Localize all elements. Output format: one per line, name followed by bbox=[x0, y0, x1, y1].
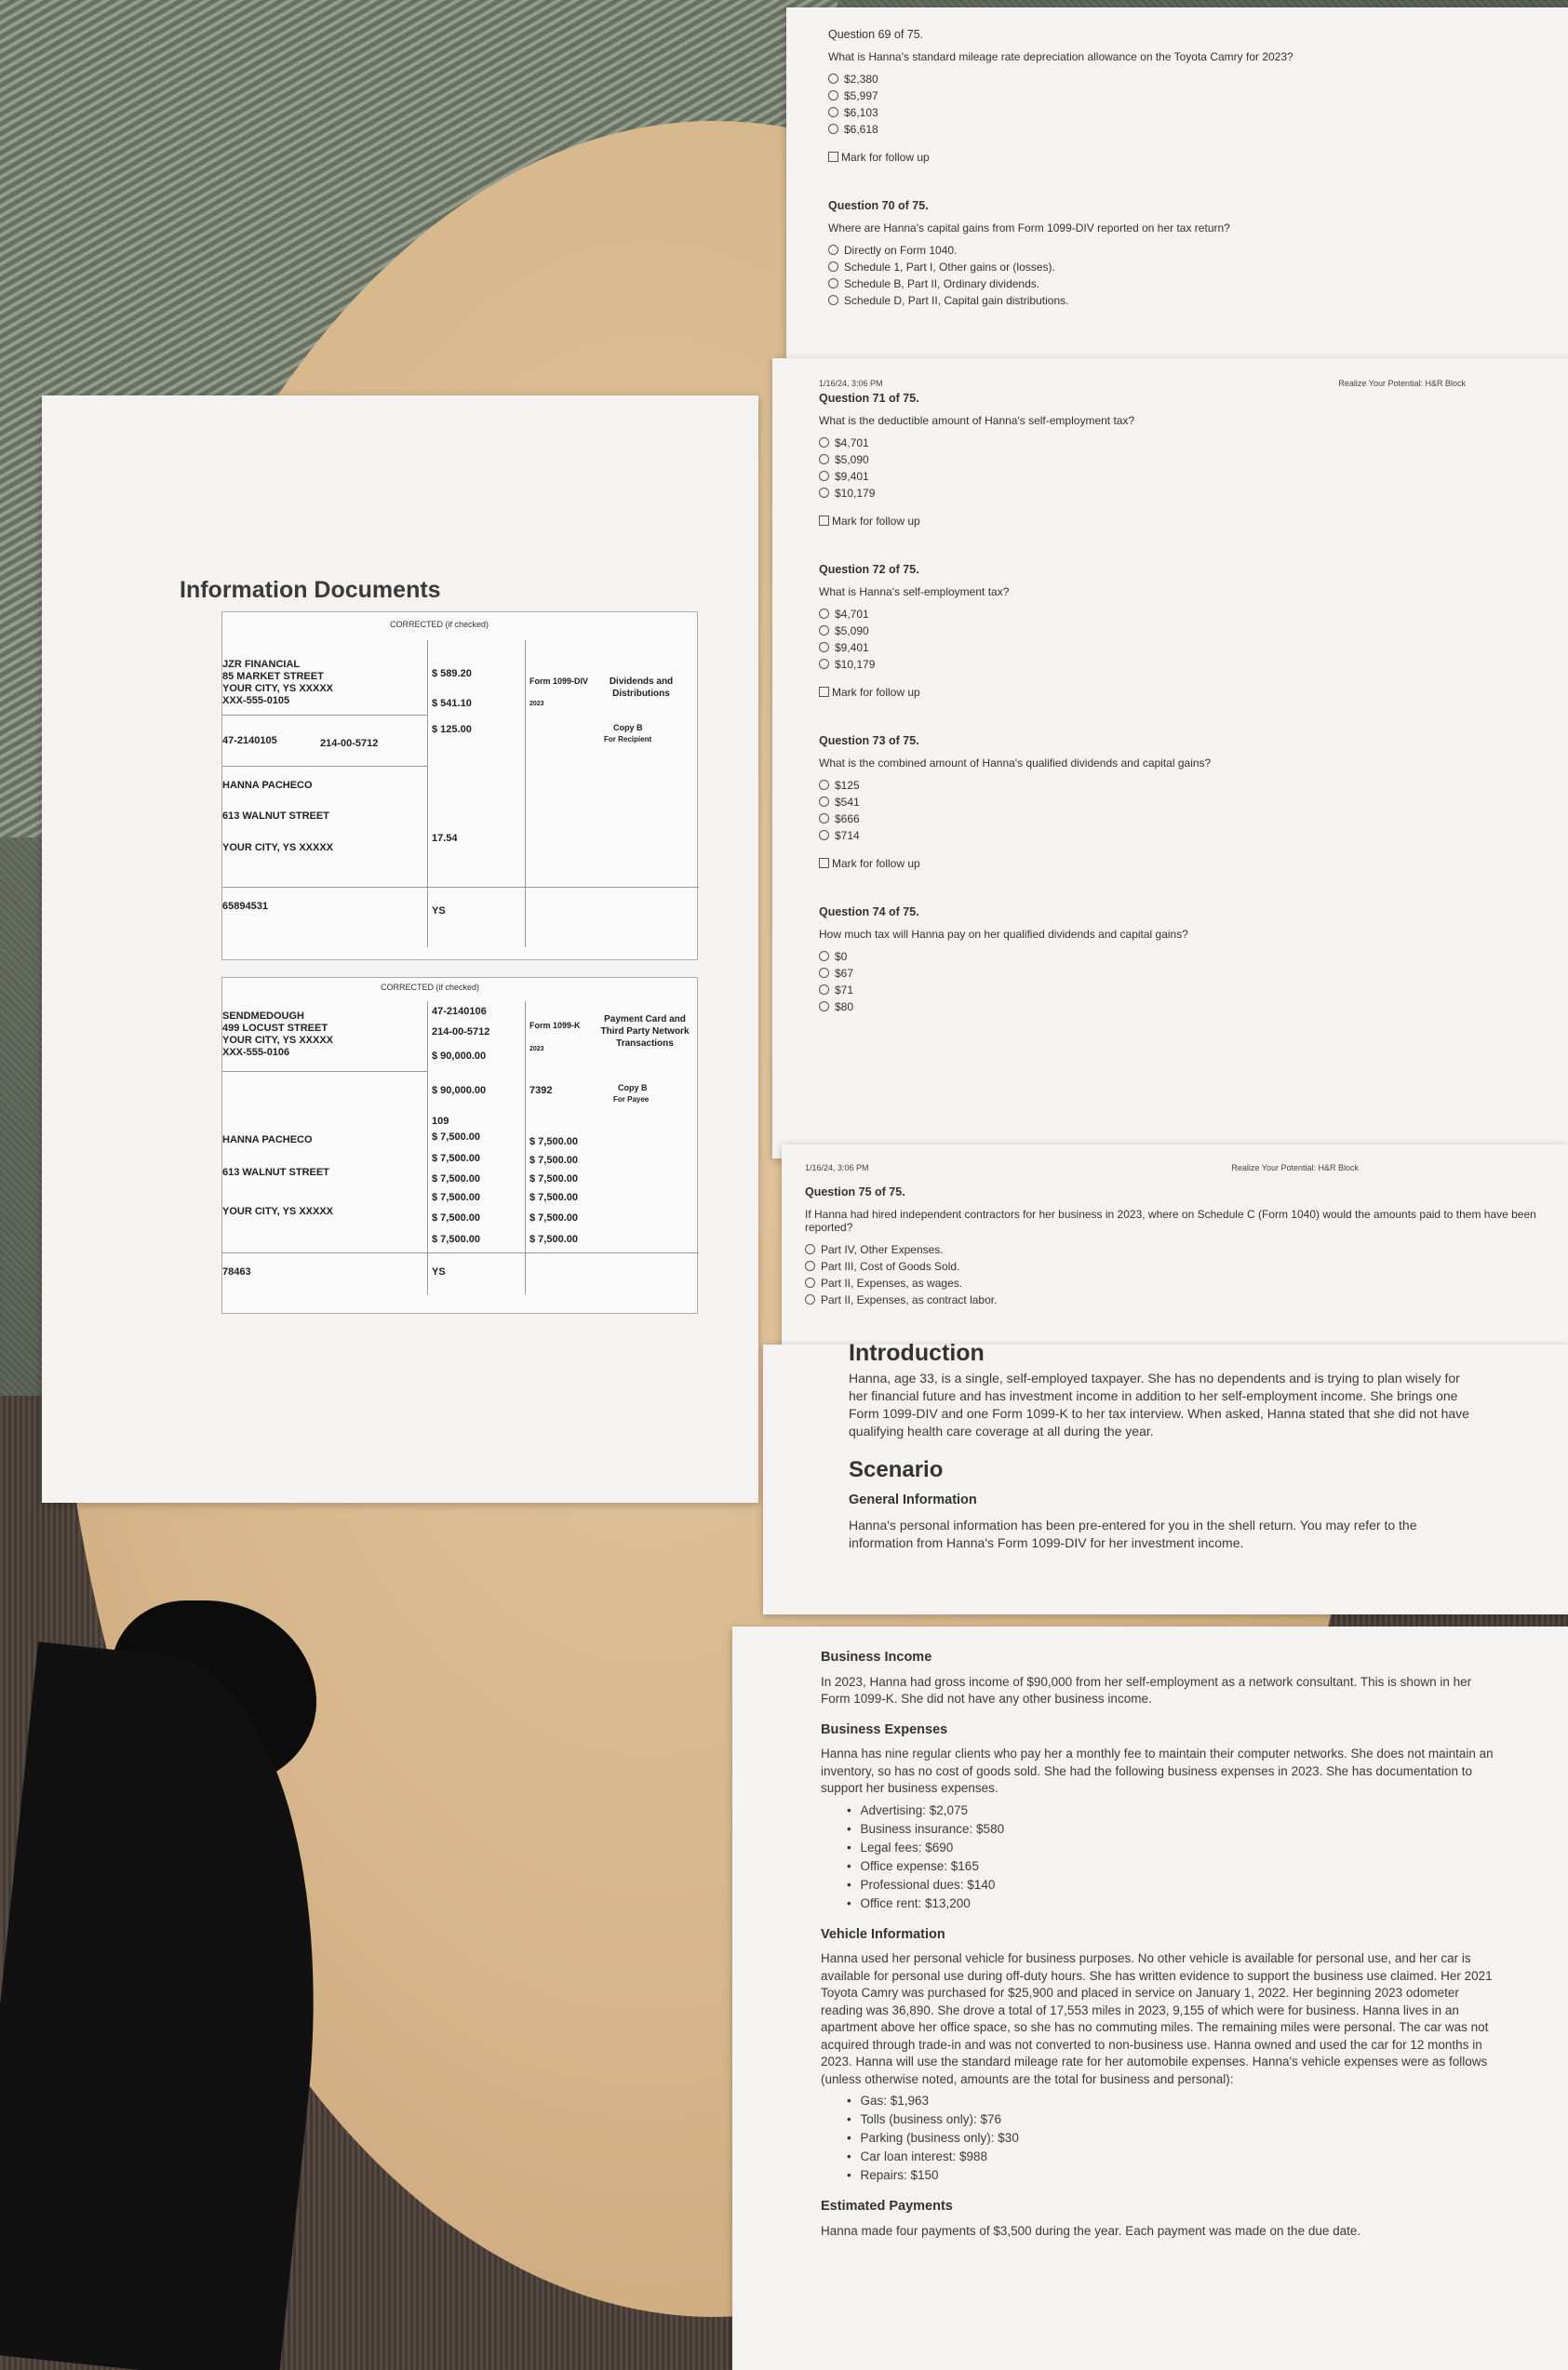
answer-option[interactable]: $80 bbox=[819, 998, 1521, 1015]
print-timestamp: 1/16/24, 3:06 PM bbox=[805, 1163, 869, 1172]
vehicle-text: Hanna used her personal vehicle for business purposes. No other vehicle is available for personal use, and her car is available for personal use during off-duty hours. She has written evidence to support the business use claimed. Her 2021 Toyota Camry was purchased for $25,900 and placed in service on January 1, 2022. Her beginning 2023 odometer reading was 36,890. She drove a total of 17,553 miles in 2023, 9,155 of which were for business. Hanna lives in an apartment above her office space, so she has no commuting miles. The remaining miles were personal. The car was not acquired through trade-in and was not converted to non-business use. Hanna owned and used the car for 12 months in 2023. Hanna will use the standard mileage rate for her automobile expenses. Hanna's vehicle expenses were as follows (unless otherwise noted, amounts are the total for business and personal): bbox=[821, 1951, 1493, 2086]
question-text: What is Hanna's standard mileage rate depreciation allowance on the Toyota Camry for 2023? bbox=[828, 50, 1293, 63]
answer-option[interactable]: $6,618 bbox=[828, 121, 1526, 138]
answer-option[interactable]: Part II, Expenses, as wages. bbox=[805, 1275, 1545, 1292]
tax-year: 2023 bbox=[529, 1046, 544, 1052]
form-title: Payment Card and Third Party Network Transactions bbox=[600, 1014, 690, 1049]
answer-option[interactable]: Part IV, Other Expenses. bbox=[805, 1241, 1545, 1258]
payer-tin: 47-2140105 bbox=[222, 735, 277, 746]
form-1099-div bbox=[221, 611, 698, 960]
question-text: How much tax will Hanna pay on her qualified dividends and capital gains? bbox=[819, 928, 1188, 941]
list-item: • Office expense: $165 bbox=[847, 1857, 1503, 1876]
question-page-middle bbox=[772, 358, 1568, 1158]
box-1b: $ 541.10 bbox=[432, 698, 472, 709]
answer-option[interactable]: $0 bbox=[819, 948, 1521, 965]
question-header: Question 70 of 75. bbox=[828, 199, 929, 212]
general-info-heading: General Information bbox=[849, 1493, 977, 1507]
answer-option[interactable]: $125 bbox=[819, 777, 1521, 794]
month-jan: $ 7,500.00 bbox=[432, 1131, 480, 1143]
tax-year: 2023 bbox=[529, 701, 544, 707]
answer-option[interactable]: $9,401 bbox=[819, 639, 1521, 656]
answer-option[interactable]: Part III, Cost of Goods Sold. bbox=[805, 1258, 1545, 1275]
question-header: Question 75 of 75. bbox=[805, 1185, 905, 1198]
month-may: $ 7,500.00 bbox=[432, 1173, 480, 1185]
list-item: • Professional dues: $140 bbox=[847, 1876, 1503, 1895]
list-item: • Parking (business only): $30 bbox=[847, 2129, 1503, 2148]
question-text: If Hanna had hired independent contractors for her business in 2023, where on Schedule C (Form 1040) would the amounts paid to them have been reported? bbox=[805, 1208, 1536, 1234]
payee-name: HANNA PACHECO bbox=[222, 1134, 313, 1145]
scenario-title: Scenario bbox=[849, 1457, 944, 1482]
payee-tin: 214-00-5712 bbox=[432, 1026, 490, 1038]
filer-phone: XXX-555-0106 bbox=[222, 1047, 290, 1058]
intro-text: Hanna, age 33, is a single, self-employed taxpayer. She has no dependents and is trying to plan wisely for her financial future and has investment income in addition to her self-employment income. She brings one Form 1099-DIV and one Form 1099-K to her tax interview. When asked, Hanna stated that she did not have qualifying health care coverage at all during the year. bbox=[849, 1371, 1469, 1439]
month-sep: $ 7,500.00 bbox=[432, 1212, 480, 1224]
answer-option[interactable]: $71 bbox=[819, 982, 1521, 998]
payee-city: YOUR CITY, YS XXXXX bbox=[222, 1206, 334, 1217]
list-item: • Office rent: $13,200 bbox=[847, 1895, 1503, 1913]
box-1a: $ 589.20 bbox=[432, 668, 472, 679]
list-item: • Tolls (business only): $76 bbox=[847, 2110, 1503, 2129]
question-header: Question 74 of 75. bbox=[819, 905, 919, 918]
question-page-top bbox=[786, 7, 1568, 380]
list-item: • Repairs: $150 bbox=[847, 2166, 1503, 2185]
answer-option[interactable]: Directly on Form 1040. bbox=[828, 242, 1526, 259]
month-jul: $ 7,500.00 bbox=[432, 1192, 480, 1203]
estimated-payments-heading: Estimated Payments bbox=[821, 2199, 953, 2214]
question-header: Question 73 of 75. bbox=[819, 734, 919, 747]
box-7: 17.54 bbox=[432, 833, 458, 844]
question-text: Where are Hanna's capital gains from Form 1099-DIV reported on her tax return? bbox=[828, 221, 1230, 234]
recipient-tin: 214-00-5712 bbox=[320, 738, 379, 749]
corrected-checkbox-label: CORRECTED (if checked) bbox=[390, 620, 489, 629]
corrected-checkbox-label: CORRECTED (if checked) bbox=[381, 983, 480, 992]
introduction-page bbox=[763, 1340, 1568, 1614]
answer-option[interactable]: $10,179 bbox=[819, 485, 1521, 502]
answer-option[interactable]: $4,701 bbox=[819, 435, 1521, 451]
business-expenses-text: Hanna has nine regular clients who pay her a monthly fee to maintain their computer networks. She does not maintain an inventory, so has no cost of goods sold. She had the following business expenses in 2023. She has documentation to support her business expenses. bbox=[821, 1747, 1494, 1795]
copy-label: Copy B bbox=[618, 1083, 648, 1092]
box-3: 109 bbox=[432, 1116, 449, 1127]
payer-street: 85 MARKET STREET bbox=[222, 671, 324, 682]
question-text: What is Hanna's self-employment tax? bbox=[819, 585, 1010, 598]
month-nov: $ 7,500.00 bbox=[432, 1234, 480, 1245]
question-text: What is the deductible amount of Hanna's self-employment tax? bbox=[819, 414, 1135, 427]
question-70 bbox=[828, 199, 1526, 309]
answer-option[interactable]: $541 bbox=[819, 794, 1521, 810]
answer-option[interactable]: $6,103 bbox=[828, 104, 1526, 121]
mark-follow-up-checkbox[interactable]: Mark for follow up bbox=[819, 515, 1521, 528]
print-site: Realize Your Potential: H&R Block bbox=[1231, 1163, 1359, 1172]
vehicle-heading: Vehicle Information bbox=[821, 1926, 945, 1942]
question-header: Question 72 of 75. bbox=[819, 563, 919, 576]
box-1b: $ 90,000.00 bbox=[432, 1085, 487, 1096]
question-text: What is the combined amount of Hanna's qualified dividends and capital gains? bbox=[819, 757, 1212, 770]
question-header: Question 69 of 75. bbox=[828, 28, 924, 41]
copy-label: Copy B bbox=[613, 723, 643, 732]
question-header: Question 71 of 75. bbox=[819, 392, 919, 405]
list-item: • Legal fees: $690 bbox=[847, 1839, 1503, 1857]
question-69 bbox=[828, 28, 1526, 164]
month-apr: $ 7,500.00 bbox=[529, 1155, 578, 1166]
question-74 bbox=[819, 905, 1521, 1015]
print-site: Realize Your Potential: H&R Block bbox=[1338, 379, 1466, 388]
month-dec: $ 7,500.00 bbox=[529, 1234, 578, 1245]
filer-street: 499 LOCUST STREET bbox=[222, 1023, 328, 1034]
payer-name: JZR FINANCIAL bbox=[222, 659, 301, 670]
account-number: 78463 bbox=[222, 1266, 251, 1278]
box-2: 7392 bbox=[529, 1085, 553, 1096]
intro-title: Introduction bbox=[849, 1340, 985, 1366]
filer-name: SENDMEDOUGH bbox=[222, 1011, 305, 1022]
filer-city: YOUR CITY, YS XXXXX bbox=[222, 1035, 334, 1046]
list-item: • Gas: $1,963 bbox=[847, 2092, 1503, 2110]
estimated-payments-text: Hanna made four payments of $3,500 during the year. Each payment was made on the due date. bbox=[821, 2223, 1361, 2238]
state-box: YS bbox=[432, 905, 446, 917]
business-page bbox=[732, 1627, 1568, 2370]
form-name: Form 1099-DIV bbox=[529, 676, 589, 686]
question-72 bbox=[819, 563, 1521, 699]
month-feb: $ 7,500.00 bbox=[529, 1136, 578, 1147]
answer-option[interactable]: $714 bbox=[819, 827, 1521, 844]
recipient-street: 613 WALNUT STREET bbox=[222, 810, 329, 822]
expense-list bbox=[847, 1801, 1503, 1913]
answer-option[interactable]: $5,090 bbox=[819, 451, 1521, 468]
answer-option[interactable]: Part II, Expenses, as contract labor. bbox=[805, 1292, 1545, 1308]
vehicle-expense-list bbox=[847, 2092, 1503, 2185]
payer-phone: XXX-555-0105 bbox=[222, 695, 290, 706]
recipient-city: YOUR CITY, YS XXXXX bbox=[222, 842, 334, 853]
answer-option[interactable]: Schedule 1, Part I, Other gains or (losses). bbox=[828, 259, 1526, 275]
payer-city: YOUR CITY, YS XXXXX bbox=[222, 683, 334, 694]
general-info-text: Hanna's personal information has been pre-entered for you in the shell return. You may refer to the information from Hanna's Form 1099-DIV for her investment income. bbox=[849, 1518, 1417, 1550]
form-title: Dividends and Distributions bbox=[609, 676, 674, 699]
list-item: • Advertising: $2,075 bbox=[847, 1801, 1503, 1820]
question-page-75 bbox=[782, 1145, 1568, 1359]
list-item: • Business insurance: $580 bbox=[847, 1820, 1503, 1839]
mark-follow-up-checkbox[interactable]: Mark for follow up bbox=[828, 151, 1526, 164]
state-box: YS bbox=[432, 1266, 446, 1278]
question-71 bbox=[819, 392, 1521, 528]
form-1099-k bbox=[221, 977, 698, 1314]
filer-tin: 47-2140106 bbox=[432, 1006, 487, 1017]
copy-for: For Recipient bbox=[604, 735, 652, 743]
form-name: Form 1099-K bbox=[529, 1021, 581, 1030]
answer-option[interactable]: $10,179 bbox=[819, 656, 1521, 673]
answer-option[interactable]: $9,401 bbox=[819, 468, 1521, 485]
answer-option[interactable]: $4,701 bbox=[819, 606, 1521, 623]
answer-option[interactable]: $5,997 bbox=[828, 87, 1526, 104]
month-mar: $ 7,500.00 bbox=[432, 1153, 480, 1164]
month-jun: $ 7,500.00 bbox=[529, 1173, 578, 1185]
business-income-text: In 2023, Hanna had gross income of $90,000 from her self-employment as a network consultant. This is shown in her Form 1099-K. She did not have any other business income. bbox=[821, 1674, 1472, 1706]
box-1a: $ 90,000.00 bbox=[432, 1051, 487, 1062]
box-2a: $ 125.00 bbox=[432, 724, 472, 735]
print-header bbox=[819, 379, 1521, 388]
answer-option[interactable]: Schedule D, Part II, Capital gain distributions. bbox=[828, 292, 1526, 309]
month-aug: $ 7,500.00 bbox=[529, 1192, 578, 1203]
business-expenses-heading: Business Expenses bbox=[821, 1721, 948, 1737]
print-timestamp: 1/16/24, 3:06 PM bbox=[819, 379, 883, 388]
answer-option[interactable]: Schedule B, Part II, Ordinary dividends. bbox=[828, 275, 1526, 292]
answer-option[interactable]: $666 bbox=[819, 810, 1521, 827]
month-oct: $ 7,500.00 bbox=[529, 1212, 578, 1224]
answer-option[interactable]: $5,090 bbox=[819, 623, 1521, 639]
question-73 bbox=[819, 734, 1521, 870]
list-item: • Car loan interest: $988 bbox=[847, 2148, 1503, 2166]
payee-street: 613 WALNUT STREET bbox=[222, 1167, 329, 1178]
account-number: 65894531 bbox=[222, 901, 268, 912]
recipient-name: HANNA PACHECO bbox=[222, 780, 313, 791]
answer-option[interactable]: $67 bbox=[819, 965, 1521, 982]
mark-follow-up-checkbox[interactable]: Mark for follow up bbox=[819, 686, 1521, 699]
answer-option[interactable]: $2,380 bbox=[828, 71, 1526, 87]
business-income-heading: Business Income bbox=[821, 1650, 932, 1665]
info-docs-title: Information Documents bbox=[180, 577, 441, 603]
question-75 bbox=[805, 1185, 1545, 1308]
copy-for: For Payee bbox=[613, 1095, 650, 1104]
mark-follow-up-checkbox[interactable]: Mark for follow up bbox=[819, 857, 1521, 870]
print-header bbox=[805, 1163, 1545, 1172]
